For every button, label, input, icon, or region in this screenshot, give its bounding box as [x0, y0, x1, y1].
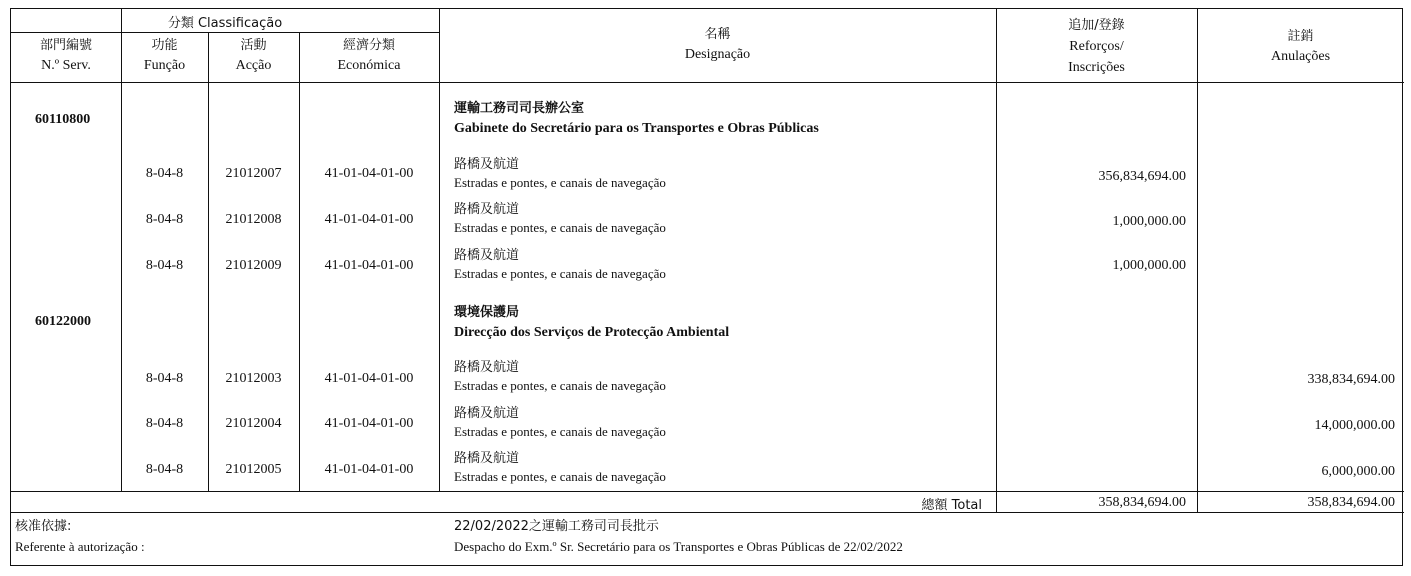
action-cell: 21012004 [225, 416, 282, 431]
function-cell: 8-04-8 [145, 416, 184, 431]
function-cell: 8-04-8 [145, 166, 184, 181]
row-designation: 路橋及航道 Estradas e pontes, e canais de navegação [454, 248, 666, 281]
action-cell: 21012008 [225, 212, 282, 227]
action-cell: 21012007 [225, 166, 282, 181]
group-designation: 環境保護局 Direcção dos Serviços de Protecção Ambiental [454, 305, 730, 340]
classification-header: 分類 Classificação [167, 16, 283, 31]
economic-header: 經濟分類 Económica [337, 38, 401, 73]
row-designation: 路橋及航道 Estradas e pontes, e canais de navegação [454, 157, 666, 190]
cancellation-cell: 14,000,000.00 [1314, 418, 1395, 433]
group-designation: 運輸工務司司長辦公室 Gabinete do Secretário para os Transportes e Obras Públicas [454, 101, 819, 136]
row-designation: 路橋及航道 Estradas e pontes, e canais de navegação [454, 202, 666, 235]
function-cell: 8-04-8 [145, 371, 184, 386]
authorization-label: 核准依據: Referente à autorização : [15, 519, 145, 554]
designation-header: 名稱 Designação [684, 27, 751, 62]
service-code: 60110800 [35, 112, 91, 127]
row-designation: 路橋及航道 Estradas e pontes, e canais de navegação [454, 406, 666, 439]
action-header: 活動 Acção [235, 38, 272, 73]
function-cell: 8-04-8 [145, 212, 184, 227]
economic-cell: 41-01-04-01-00 [324, 258, 414, 273]
total-reinforcement: 358,834,694.00 [1098, 495, 1186, 510]
row-designation: 路橋及航道 Estradas e pontes, e canais de navegação [454, 451, 666, 484]
action-cell: 21012003 [225, 371, 282, 386]
total-cancellation: 358,834,694.00 [1307, 495, 1395, 510]
total-label: 總額 Total [921, 498, 982, 513]
budget-table [10, 8, 1403, 566]
header-divider [11, 32, 439, 33]
economic-cell: 41-01-04-01-00 [324, 416, 414, 431]
reinforcement-cell: 356,834,694.00 [1098, 169, 1186, 184]
economic-cell: 41-01-04-01-00 [324, 462, 414, 477]
header-bottom-line [11, 82, 1404, 83]
function-cell: 8-04-8 [145, 258, 184, 273]
action-cell: 21012005 [225, 462, 282, 477]
col-divider [1197, 9, 1198, 512]
economic-cell: 41-01-04-01-00 [324, 212, 414, 227]
reinforcement-cell: 1,000,000.00 [1112, 258, 1186, 273]
row-designation: 路橋及航道 Estradas e pontes, e canais de navegação [454, 360, 666, 393]
cancellation-cell: 6,000,000.00 [1321, 464, 1395, 479]
economic-cell: 41-01-04-01-00 [324, 166, 414, 181]
action-cell: 21012009 [225, 258, 282, 273]
cancellation-cell: 338,834,694.00 [1307, 372, 1395, 387]
service-code: 60122000 [35, 314, 91, 329]
function-cell: 8-04-8 [145, 462, 184, 477]
authorization-text: 22/02/2022之運輸工務司司長批示 Despacho do Exm.º Sr. Secretário para os Transportes e Obras Públicas de 22/02/2022 [454, 519, 903, 554]
reinforcement-cell: 1,000,000.00 [1112, 214, 1186, 229]
reinforcements-header: 追加/登錄 Reforços/ Inscrições [1068, 18, 1125, 75]
economic-cell: 41-01-04-01-00 [324, 371, 414, 386]
service-header: 部門編號 N.º Serv. [39, 38, 92, 73]
total-top-line [11, 491, 1404, 492]
cancellations-header: 註銷 Anulações [1270, 29, 1331, 64]
function-header: 功能 Função [143, 38, 186, 73]
